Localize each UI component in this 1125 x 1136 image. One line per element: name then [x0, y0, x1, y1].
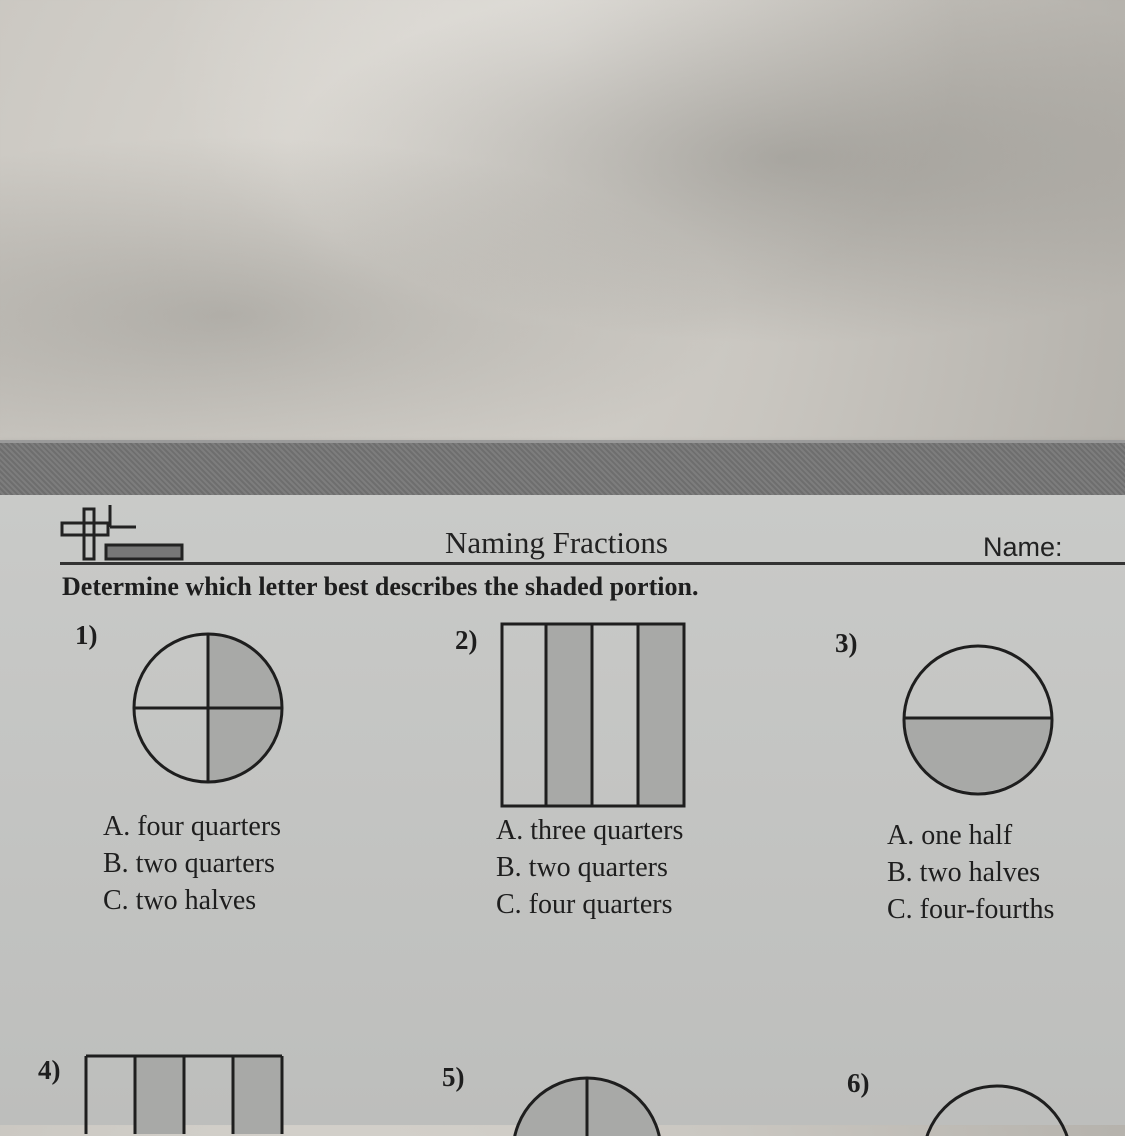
question-1-number: 1) [75, 620, 98, 650]
instructions: Determine which letter best describes the shaded portion. [62, 572, 699, 601]
worksheet-title: Naming Fractions [445, 525, 668, 560]
towel-background [0, 0, 1125, 450]
binder-edge [0, 440, 1125, 501]
choice-b[interactable]: B. two quarters [103, 848, 275, 879]
question-5-circle-figure [512, 1076, 662, 1136]
name-label: Name: [983, 532, 1063, 562]
question-1-choices [103, 808, 281, 919]
math-logo-icon [58, 505, 184, 563]
question-3-choices [887, 817, 1054, 928]
choice-b[interactable]: B. two quarters [496, 852, 668, 883]
question-6-number: 6) [847, 1068, 870, 1098]
question-4-number: 4) [38, 1055, 61, 1085]
question-4-rectangle-figure [84, 1054, 284, 1134]
choice-c[interactable]: C. four quarters [496, 889, 673, 920]
question-2-rectangle-figure [500, 622, 686, 808]
choice-c[interactable]: C. four-fourths [887, 894, 1055, 925]
choice-c[interactable]: C. two halves [103, 885, 257, 916]
question-2-number: 2) [455, 625, 478, 655]
question-2-choices [496, 812, 683, 923]
choice-a[interactable]: A. one half [887, 820, 1013, 851]
choice-a[interactable]: A. four quarters [103, 811, 282, 842]
header-rule [60, 562, 1125, 565]
question-5-number: 5) [442, 1062, 465, 1092]
choice-a[interactable]: A. three quarters [496, 815, 684, 846]
choice-b[interactable]: B. two halves [887, 857, 1041, 888]
question-3-number: 3) [835, 628, 858, 658]
question-1-circle-figure [130, 630, 286, 786]
question-3-circle-figure [900, 642, 1056, 798]
question-6-circle-figure [922, 1084, 1072, 1129]
